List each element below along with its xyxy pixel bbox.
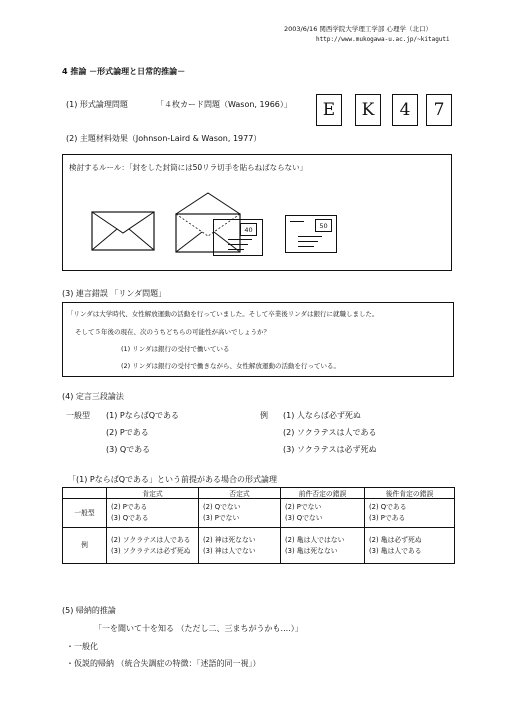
linda-line-1: 「リンダは大学時代、女性解放運動の活動を行っていました。そして卒業後リンダは銀行に就職しました。 — [67, 310, 379, 318]
general-premise-1: (1) PならばQである — [106, 411, 179, 420]
row-label-example: 例 — [63, 528, 107, 564]
table-cell: (2) 亀は人ではない (3) 亀は死なない — [281, 528, 365, 564]
table-cell: (2) ソクラテスは人である (3) ソクラテスは必ず死ぬ — [107, 528, 199, 564]
section-title: 4 推論 －形式論理と日常的推論－ — [62, 67, 186, 76]
envelope-front-40 — [213, 219, 263, 256]
header-modus-tollens: 否定式 — [199, 488, 281, 499]
card-7: 7 — [426, 94, 452, 126]
induction-quote: 「一を聞いて十を知る （ただし二、三まちがうかも....）」 — [94, 624, 303, 633]
card-k: K — [355, 94, 381, 126]
item4-label: (4) 定言三段論法 — [62, 392, 124, 401]
envelope-problem-box — [62, 154, 452, 271]
example-conclusion: (3) ソクラテスは必ず死ぬ — [283, 445, 377, 454]
table-header-row — [63, 488, 455, 499]
table-cell: (2) Qでない (3) Pでない — [199, 499, 281, 528]
table-title: 「(1) PならばQである」という前提がある場合の形式論理 — [68, 475, 277, 484]
envelope-front-50 — [285, 215, 337, 253]
header-denying-antecedent: 前件否定の錯誤 — [281, 488, 365, 499]
general-type-label: 一般型 — [66, 411, 90, 420]
header-modus-ponens: 肯定式 — [107, 488, 199, 499]
linda-option-1: (1) リンダは銀行の受付で働いている — [121, 345, 230, 353]
card-4: 4 — [392, 94, 418, 126]
sealed-envelope-icon — [91, 211, 155, 251]
bullet-generalization: ・一般化 — [66, 642, 98, 651]
general-premise-2: (2) Pである — [106, 428, 149, 437]
item1-label: (1) 形式論理問題 — [66, 100, 128, 109]
linda-option-2: (2) リンダは銀行の受付で働きながら、女性解放運動の活動を行っている。 — [121, 362, 341, 370]
row-label-general: 一般型 — [63, 499, 107, 528]
item3-label: (3) 連言錯誤 「リンダ問題」 — [62, 289, 167, 298]
formal-logic-table — [62, 487, 455, 564]
linda-problem-box — [62, 302, 454, 377]
item1-desc: 「４枚カード問題（Wason, 1966）」 — [156, 100, 292, 109]
table-cell: (2) 神は死なない (3) 神は人でない — [199, 528, 281, 564]
example-premise-1: (1) 人ならば必ず死ぬ — [283, 411, 361, 420]
item5-label: (5) 帰納的推論 — [62, 606, 116, 615]
table-cell: (2) Pである (3) Qである — [107, 499, 199, 528]
header-cell — [63, 488, 107, 499]
item2-label: (2) 主題材料効果（Johnson-Laird & Wason, 1977） — [66, 134, 262, 143]
table-cell: (2) 亀は必ず死ぬ (3) 亀は人である — [365, 528, 455, 564]
example-premise-2: (2) ソクラテスは人である — [283, 428, 377, 437]
header-date-course: 2003/6/16 関西学院大学理工学部 心理学（北口） — [284, 25, 432, 33]
general-conclusion: (3) Qである — [106, 445, 151, 454]
table-cell: (2) Qである (3) Pである — [365, 499, 455, 528]
table-cell: (2) Pでない (3) Qでない — [281, 499, 365, 528]
table-row — [63, 499, 455, 528]
table-row — [63, 528, 455, 564]
header-url: http://www.mukogawa-u.ac.jp/~kitaguti — [316, 36, 450, 43]
stamp-50: 50 — [315, 219, 332, 232]
card-e: E — [316, 94, 342, 126]
bullet-hypothetical-induction: ・仮説的帰納 （統合失調症の特徴：「述語的同一視」） — [66, 659, 261, 668]
header-affirming-consequent: 後件肯定の錯誤 — [365, 488, 455, 499]
rule-text: 検討するルール：「封をした封筒には50リラ切手を貼らねばならない」 — [69, 163, 308, 172]
linda-line-2: そして５年後の現在、次のうちどちらの可能性が高いでしょうか？ — [75, 328, 270, 336]
stamp-40: 40 — [240, 223, 257, 236]
example-label: 例 — [260, 411, 268, 420]
